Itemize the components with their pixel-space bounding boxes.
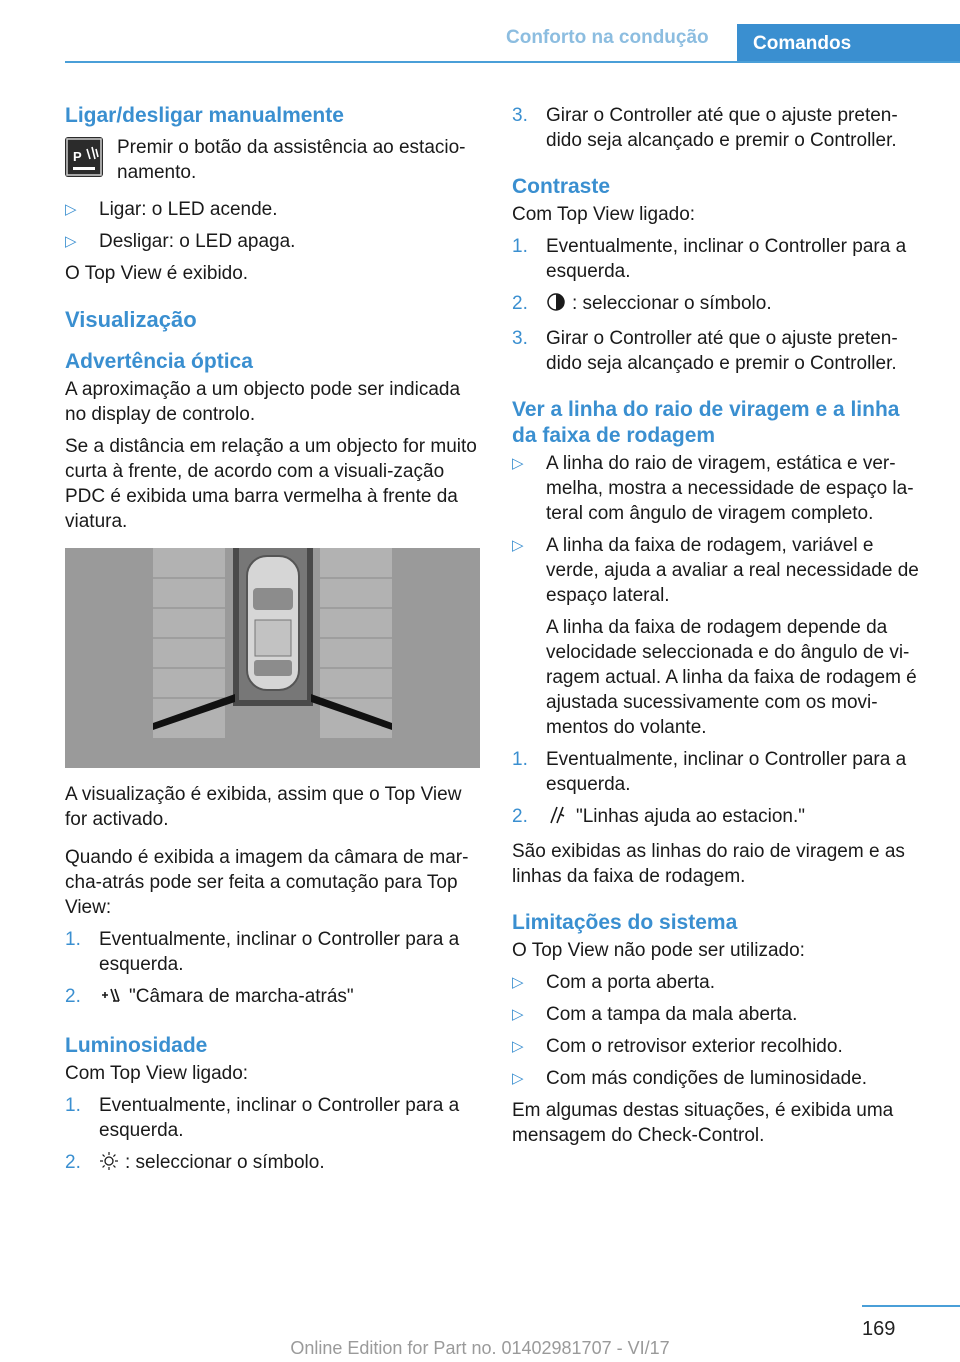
list-item: 3. Girar o Controller até que o ajuste preten-dido seja alcançado e premir o Controller. bbox=[512, 328, 898, 374]
edition-footer: Online Edition for Part no. 01402981707 - VI/17 bbox=[290, 1338, 670, 1358]
list-item: 2. "Câmara de marcha-atrás" bbox=[65, 984, 480, 1012]
list-item: ▷ Com o retrovisor exterior recolhido. bbox=[512, 1036, 843, 1057]
paragraph: São exibidas as linhas do raio de viragem e as linhas da faixa de rodagem. bbox=[512, 841, 905, 887]
list-item: 1. Eventualmente, inclinar o Controller para a esquerda. bbox=[65, 1095, 460, 1141]
triangle-bullet-icon: ▷ bbox=[512, 1006, 524, 1023]
heading-lines: Ver a linha do raio de viragem e a linha da faixa de rodagem bbox=[512, 398, 900, 447]
list-item: 1. Eventualmente, inclinar o Controller para a esquerda. bbox=[512, 749, 907, 795]
triangle-bullet-icon: ▷ bbox=[65, 201, 77, 218]
list-item: ▷ A linha da faixa de rodagem, variável e verde, ajuda a avaliar a real necessidade de espaço lateral. bbox=[512, 535, 919, 606]
triangle-bullet-icon: ▷ bbox=[512, 974, 524, 991]
contrast-icon bbox=[546, 292, 566, 319]
list-item: ▷ Ligar: o LED acende. bbox=[65, 199, 278, 220]
header-section: Conforto na condução bbox=[506, 27, 709, 48]
triangle-bullet-icon: ▷ bbox=[512, 537, 524, 554]
paragraph: Com Top View ligado: bbox=[65, 1063, 249, 1084]
list-item: 2. : seleccionar o símbolo. bbox=[65, 1150, 480, 1178]
paragraph: Quando é exibida a imagem da câmara de mar-cha-atrás pode ser feita a comutação para Top View: bbox=[65, 847, 469, 918]
paragraph: Em algumas destas situações, é exibida uma mensagem do Check-Control. bbox=[512, 1100, 894, 1146]
manual-instruction bbox=[65, 135, 480, 185]
left-column bbox=[65, 103, 480, 1185]
paragraph: Se a distância em relação a um objecto for muito curta à frente, de acordo com a visuali-zação PDC é exibida uma barra vermelha à frente da viatura. bbox=[65, 436, 477, 532]
rear-camera-icon bbox=[99, 985, 123, 1012]
heading-luminosity: Luminosidade bbox=[65, 1034, 208, 1057]
heading-contrast: Contraste bbox=[512, 175, 611, 198]
paragraph: Com Top View ligado: bbox=[512, 204, 696, 225]
header-tab: Comandos bbox=[737, 24, 960, 63]
heading-manual: Ligar/desligar manualmente bbox=[65, 104, 344, 127]
paragraph: A visualização é exibida, assim que o Top View for activado. bbox=[65, 784, 462, 830]
right-column bbox=[512, 103, 927, 1155]
heading-limits: Limitações do sistema bbox=[512, 911, 738, 934]
paragraph: O Top View é exibido. bbox=[65, 263, 249, 284]
header-rule bbox=[65, 61, 960, 63]
list-item: ▷ Com a porta aberta. bbox=[512, 972, 715, 993]
list-item: ▷ Com a tampa da mala aberta. bbox=[512, 1004, 798, 1025]
page-number: 169 bbox=[862, 1318, 896, 1340]
triangle-bullet-icon: ▷ bbox=[512, 455, 524, 472]
triangle-bullet-icon: ▷ bbox=[65, 233, 77, 250]
list-item: 2. : seleccionar o símbolo. bbox=[512, 291, 927, 319]
triangle-bullet-icon: ▷ bbox=[512, 1038, 524, 1055]
list-item: ▷ A linha do raio de viragem, estática e ver-melha, mostra a necessidade de espaço la-teral com ângulo de viragem completo. bbox=[512, 453, 914, 524]
triangle-bullet-icon: ▷ bbox=[512, 1070, 524, 1087]
manual-text: Premir o botão da assistência ao estacio-namento. bbox=[117, 137, 466, 183]
footer-rule bbox=[862, 1305, 960, 1307]
brightness-icon bbox=[99, 1151, 119, 1178]
paragraph: O Top View não pode ser utilizado: bbox=[512, 940, 805, 961]
parking-lines-icon bbox=[546, 805, 570, 832]
list-item: ▷ Desligar: o LED apaga. bbox=[65, 231, 296, 252]
svg-text:P: P bbox=[73, 149, 82, 164]
heading-visualization: Visualização bbox=[65, 307, 197, 332]
park-assist-button-icon bbox=[65, 137, 103, 177]
list-item: 1. Eventualmente, inclinar o Controller para a esquerda. bbox=[65, 929, 460, 975]
list-item: 1. Eventualmente, inclinar o Controller para a esquerda. bbox=[512, 236, 907, 282]
list-item-continuation: A linha da faixa de rodagem depende da velocidade seleccionada e do ângulo de vi-ragem actual. A linha da faixa de rodagem é ajustada sucessivamente com os movi-mentos do volante. bbox=[546, 617, 917, 738]
top-view-figure bbox=[65, 548, 480, 768]
heading-warning: Advertência óptica bbox=[65, 350, 253, 373]
paragraph: A aproximação a um objecto pode ser indicada no display de controlo. bbox=[65, 379, 461, 425]
list-item: 2. "Linhas ajuda ao estacion." bbox=[512, 804, 927, 832]
list-item: 3. Girar o Controller até que o ajuste preten-dido seja alcançado e premir o Controller. bbox=[512, 105, 898, 151]
list-item: ▷ Com más condições de luminosidade. bbox=[512, 1068, 868, 1089]
